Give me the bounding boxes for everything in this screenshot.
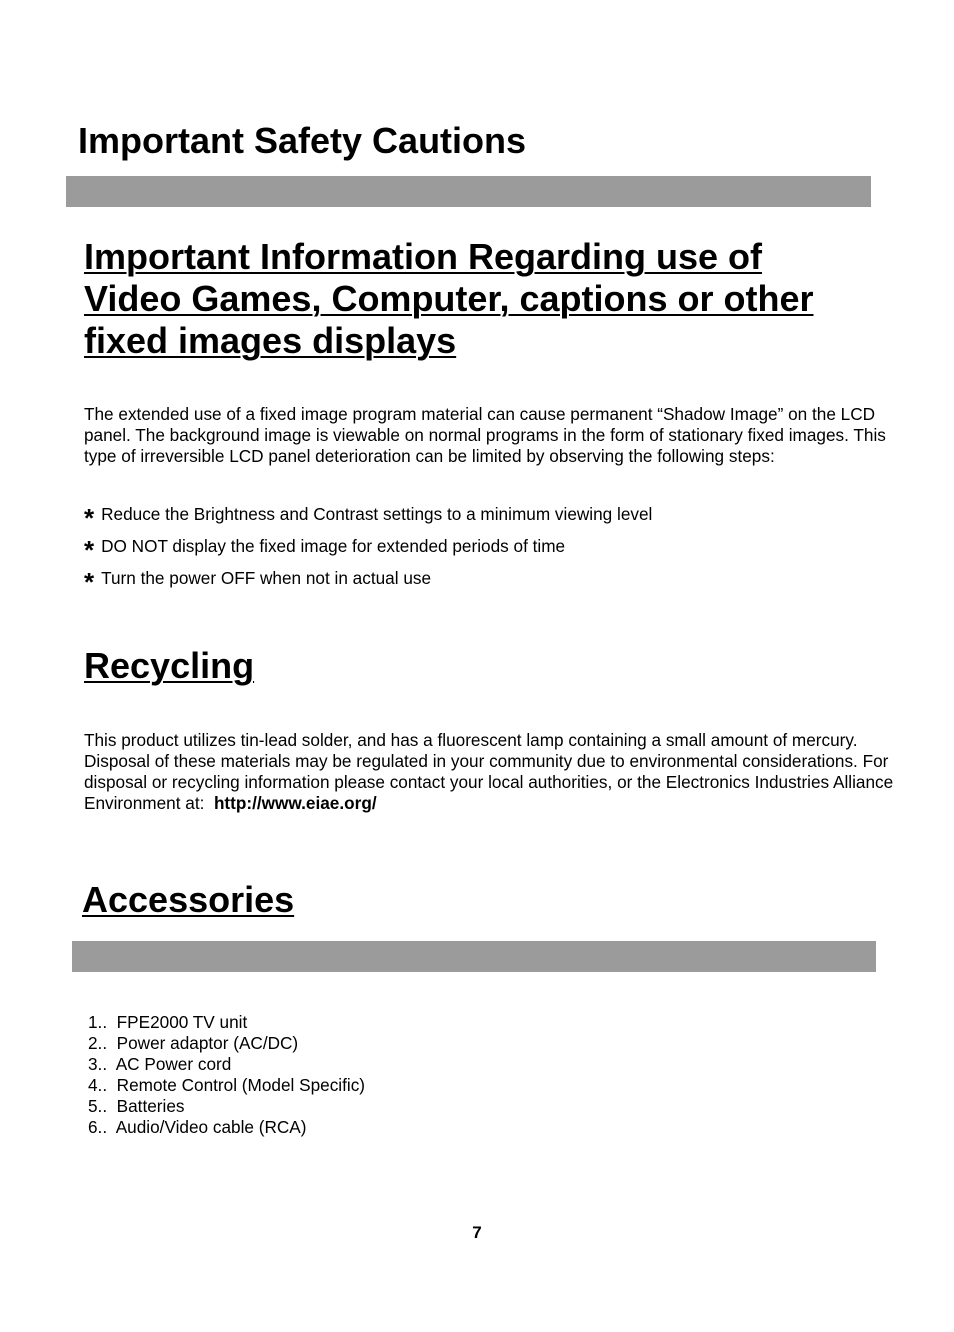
info-heading-line: Video Games, Computer, captions or other: [84, 278, 814, 319]
asterisk-bullet-icon: *: [84, 535, 95, 565]
info-heading-line: Important Information Regarding use of: [84, 236, 763, 277]
asterisk-bullet-icon: *: [84, 567, 95, 597]
step-item: [84, 557, 894, 597]
accessory-item: 5.. Batteries: [88, 1096, 185, 1116]
info-heading-line: fixed images displays: [84, 320, 457, 361]
steps-list: [84, 493, 894, 597]
asterisk-bullet-icon: *: [84, 503, 95, 533]
recycling-heading: Recycling: [84, 645, 255, 686]
page-number: 7: [472, 1223, 482, 1242]
accessory-item: 4.. Remote Control (Model Specific): [88, 1075, 366, 1095]
step-item: [84, 493, 894, 533]
accessories-list: [88, 1012, 365, 1138]
accessories-heading: Accessories: [82, 879, 295, 920]
step-item: [84, 525, 894, 565]
accessory-item: 1.. FPE2000 TV unit: [88, 1012, 248, 1032]
section-divider-bar: [72, 941, 876, 972]
info-heading: [84, 236, 884, 362]
accessory-item: 2.. Power adaptor (AC/DC): [88, 1033, 299, 1053]
recycling-paragraph: [84, 730, 894, 814]
step-text: Reduce the Brightness and Contrast settings to a minimum viewing level: [101, 504, 653, 524]
accessory-item: 3.. AC Power cord: [88, 1054, 232, 1074]
accessory-item: 6.. Audio/Video cable (RCA): [88, 1117, 307, 1137]
step-text: DO NOT display the fixed image for extended periods of time: [101, 536, 566, 556]
recycling-url-link[interactable]: http://www.eiae.org/: [213, 793, 377, 813]
info-paragraph: The extended use of a fixed image program material can cause permanent “Shadow Image” on the LCD panel. The background image is viewable on normal programs in the form of stationary fixed images. This type of irreversible LCD panel deterioration can be limited by observing the following steps:: [84, 404, 886, 466]
page-title: Important Safety Cautions: [78, 120, 527, 161]
section-divider-bar: [66, 176, 871, 207]
step-text: Turn the power OFF when not in actual use: [101, 568, 432, 588]
recycling-text: This product utilizes tin-lead solder, and has a fluorescent lamp containing a small amount of mercury. Disposal of these materials may be regulated in your community due to environmental considerations. For disposal or recycling information please contact your local authorities, or the Electronics Industries Alliance Environment at:: [84, 730, 894, 813]
